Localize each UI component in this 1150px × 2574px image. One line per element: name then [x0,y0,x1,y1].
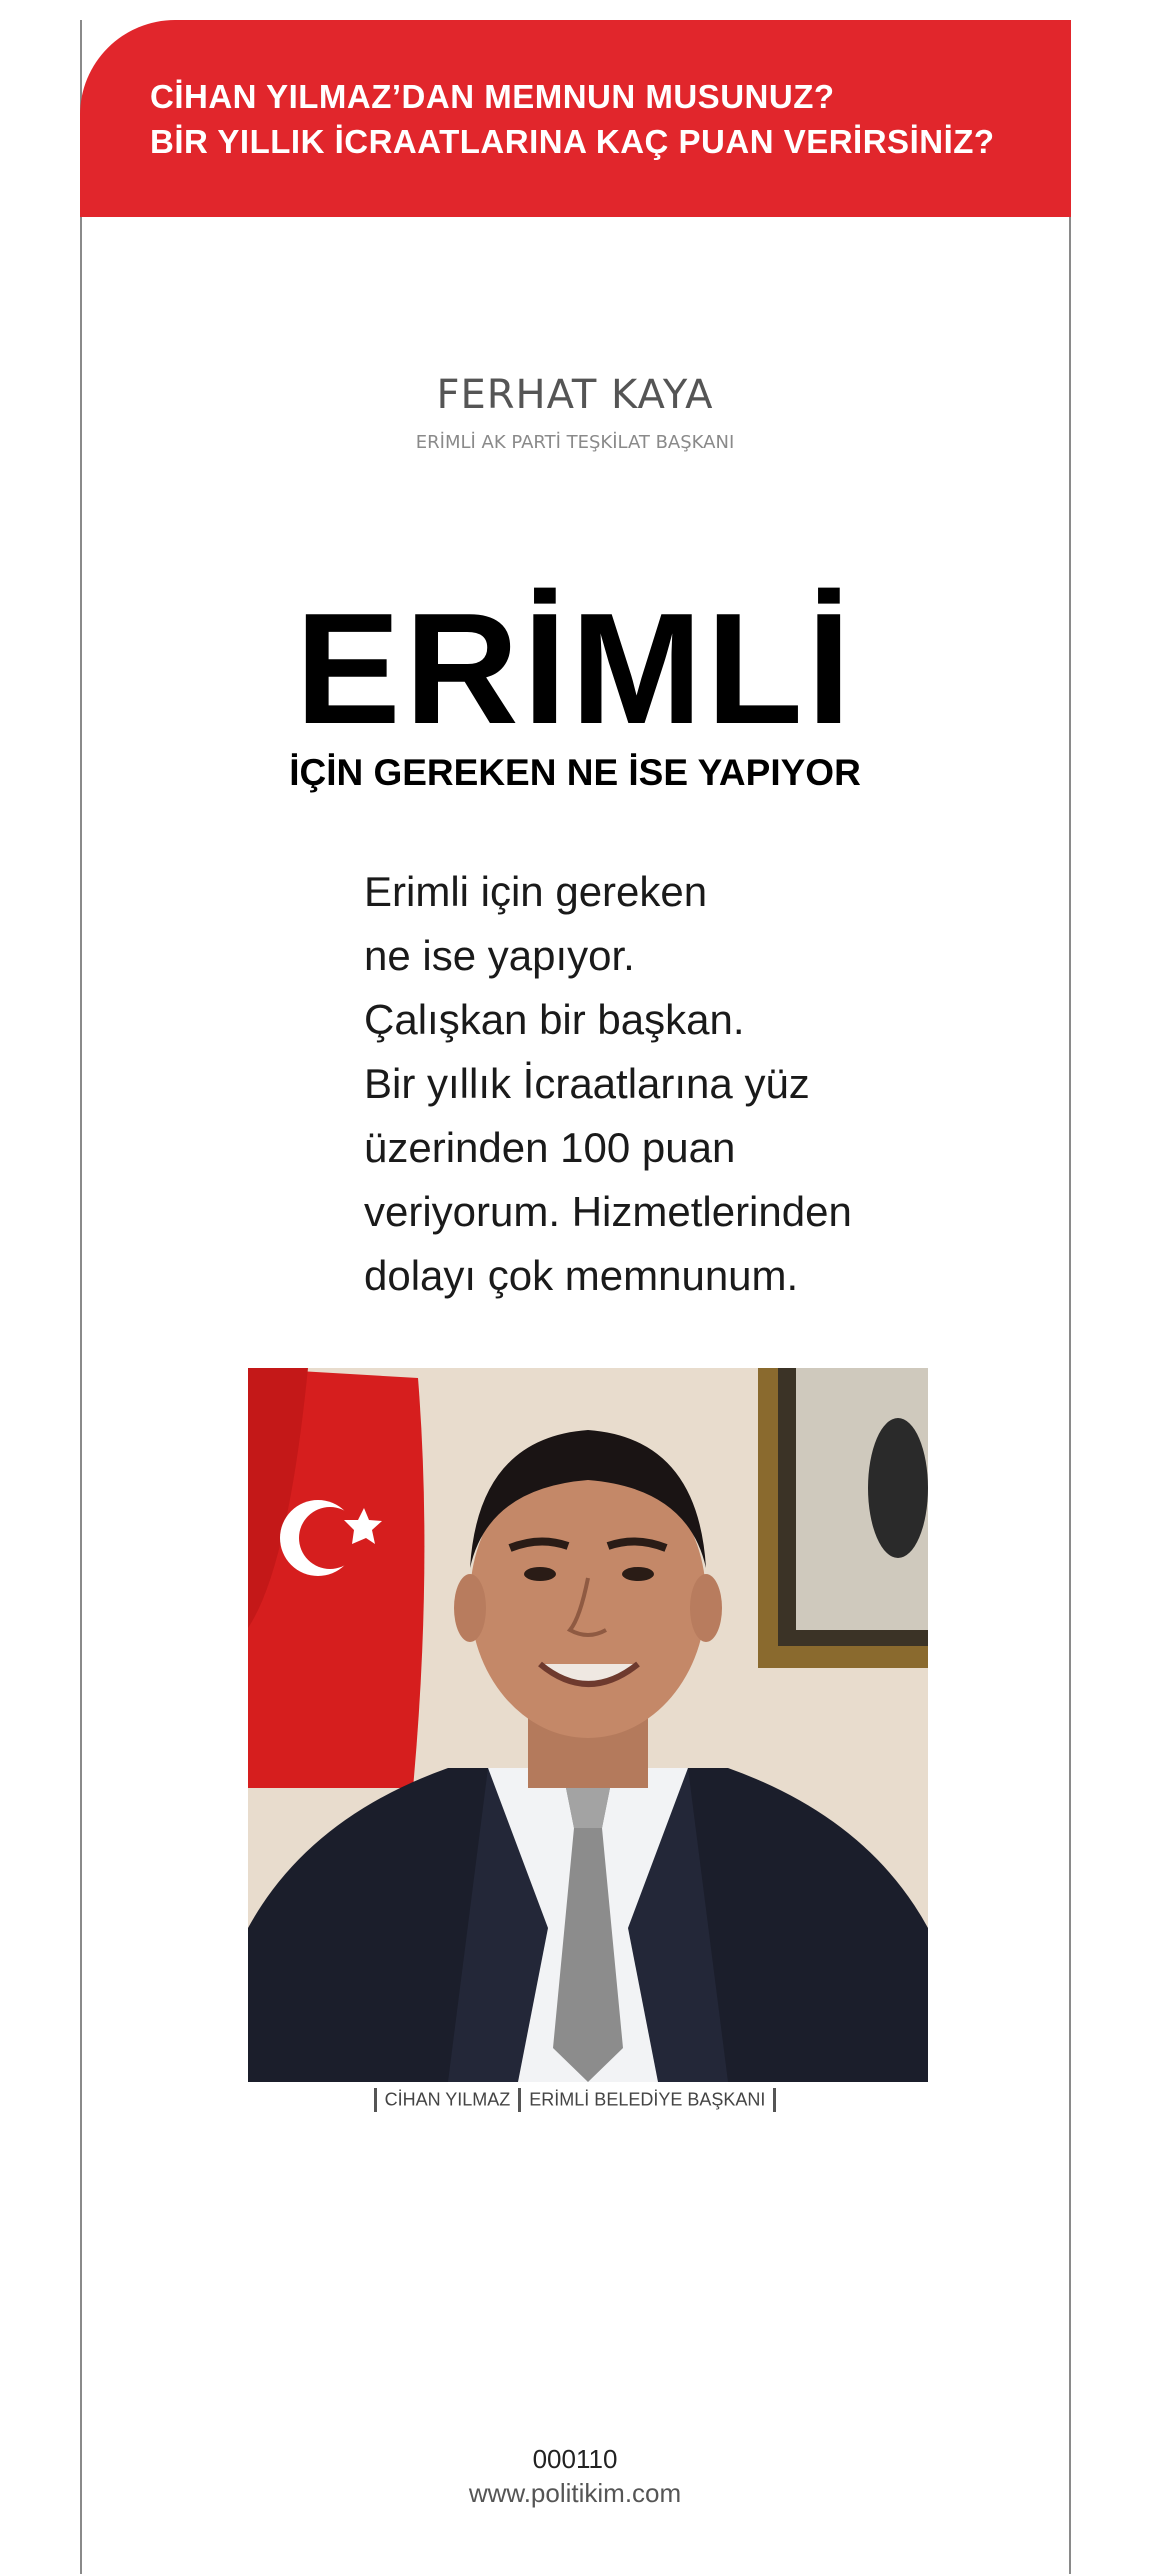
quote-block [364,860,924,1308]
caption-name: CİHAN YILMAZ [384,2089,511,2110]
banner-question-1: CİHAN YILMAZ’DAN MEMNUN MUSUNUZ? [150,78,835,115]
caption-divider [374,2088,377,2112]
caption-divider [773,2088,776,2112]
caption-divider [518,2088,521,2112]
quote-line: Çalışkan bir başkan. [364,996,745,1043]
quote-line: Bir yıllık İcraatlarına yüz [364,1060,810,1107]
portrait-photo [248,1368,928,2082]
quote-line: ne ise yapıyor. [364,932,635,979]
headline: ERİMLİ [295,581,855,757]
respondent-name: FERHAT KAYA [436,372,714,418]
quote-line: veriyorum. Hizmetlerinden [364,1188,852,1235]
page-number: 000110 [532,2444,618,2474]
quote-line: Erimli için gereken [364,868,708,915]
banner-question-2: BİR YILLIK İCRAATLARINA KAÇ PUAN VERİRSİNİZ? [150,123,995,160]
photo-caption [0,2088,1150,2112]
caption-title: ERİMLİ BELEDİYE BAŞKANI [529,2089,766,2110]
portrait-illustration [248,1368,928,2082]
header-banner [80,20,1071,217]
quote-line: üzerinden 100 puan [364,1124,736,1171]
quote-line: dolayı çok memnunum. [364,1252,799,1299]
site-url: www.politikim.com [468,2478,682,2508]
respondent-title: ERİMLİ AK PARTİ TEŞKİLAT BAŞKANI [415,432,735,453]
subheadline: İÇİN GEREKEN NE İSE YAPIYOR [289,752,861,793]
